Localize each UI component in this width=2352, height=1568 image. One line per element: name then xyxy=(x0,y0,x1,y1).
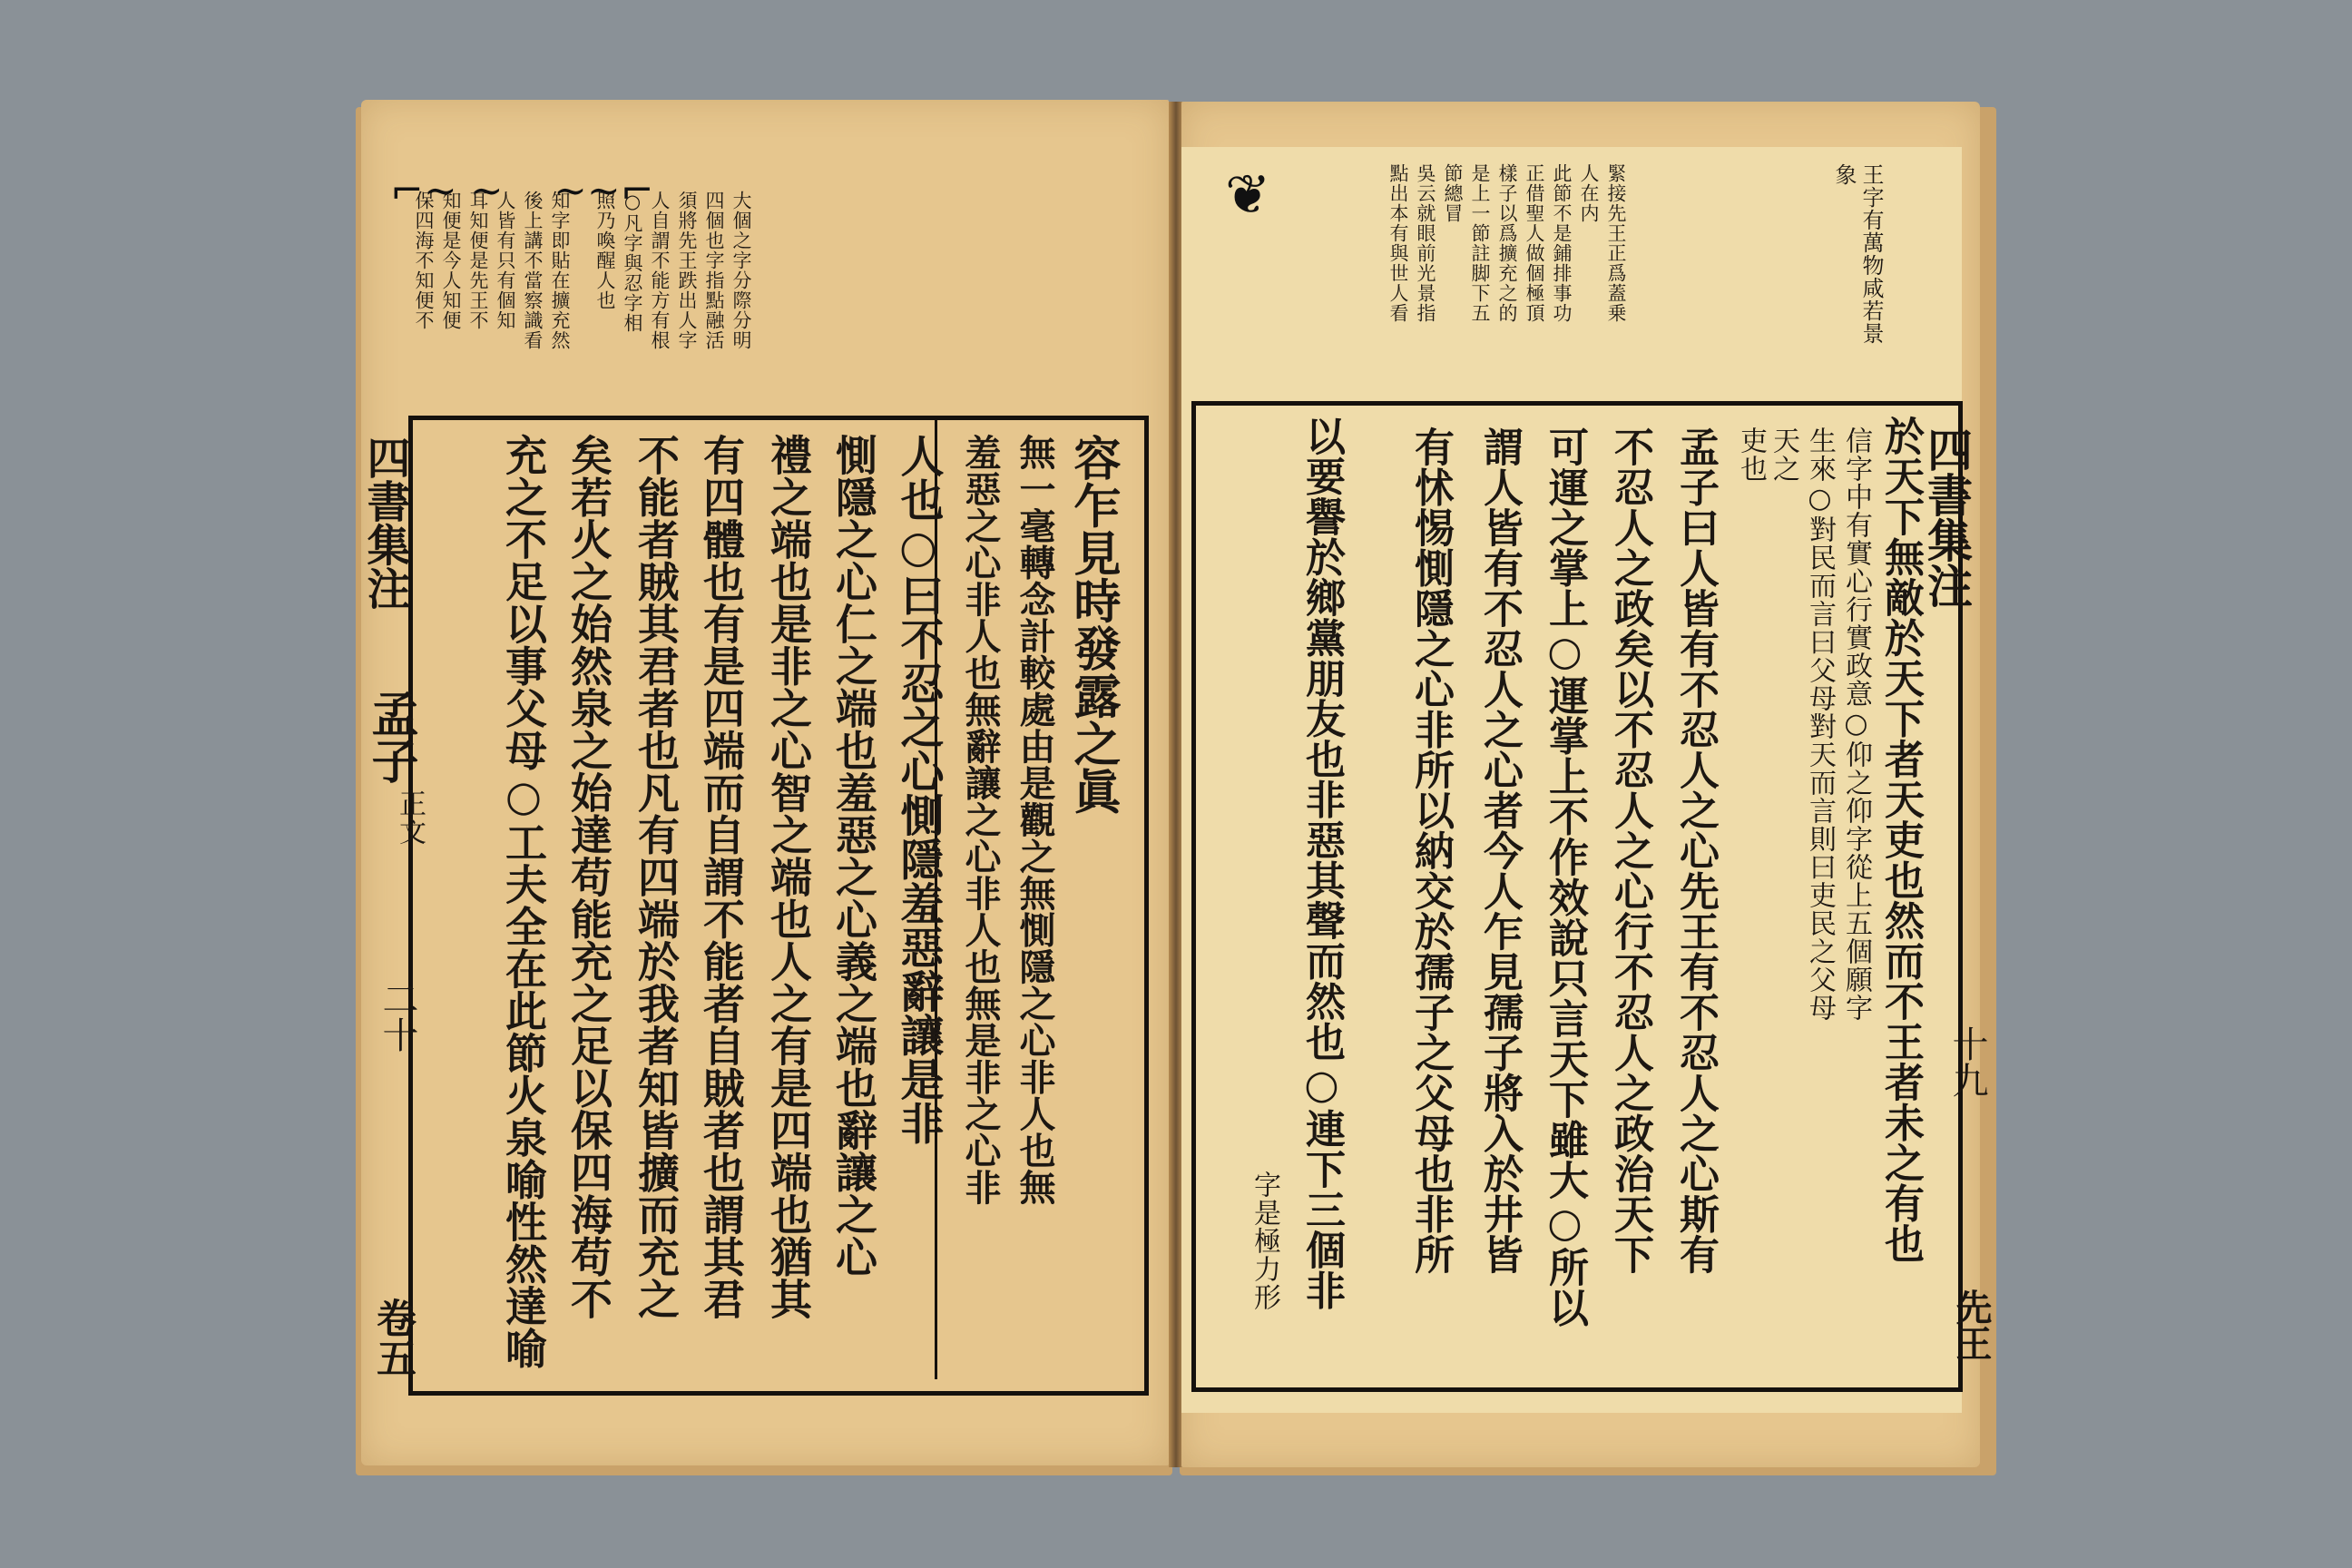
right-note: 正借聖人做個極頂 xyxy=(1524,163,1545,323)
header-ornament-right: ❦ xyxy=(1225,163,1271,227)
left-page-number: 二十 xyxy=(377,980,418,1053)
left-column: 惻隱之心仁之端也羞惡之心義之端也辭讓之心 xyxy=(829,434,878,1278)
left-column: 不能者賊其君者也凡有四端於我者知皆擴而充之 xyxy=(632,434,681,1320)
right-note: 象 xyxy=(1831,163,1857,186)
left-chapter: 孟子 xyxy=(363,690,418,784)
left-note: 知便是今人知便 xyxy=(440,191,462,330)
right-column: 孟子曰人皆有不忍人之心先王有不忍人之心斯有 xyxy=(1672,426,1719,1275)
right-note: 此節不是鋪排事功 xyxy=(1551,163,1573,323)
right-column-gloss: 生來○對民而言曰父母對天而言則曰吏民之父母 xyxy=(1804,426,1836,1022)
right-note: 吳云就眼前光景指 xyxy=(1415,163,1436,323)
left-note: 耳知便是先王不 xyxy=(467,191,489,330)
left-note: 四個也字指點融活 xyxy=(703,191,725,350)
right-column-gloss: 字是極力形 xyxy=(1249,1171,1280,1311)
left-column: 有四體也有是四端而自謂不能者自賊者也謂其君 xyxy=(697,434,746,1320)
right-column: 以要譽於鄉黨朋友也非惡其聲而然也○連下三個非 xyxy=(1298,416,1345,1310)
right-column-gloss: 天之 xyxy=(1768,426,1799,483)
left-note: 後上講不當察識看 xyxy=(522,191,544,350)
left-column: 禮之端也是非之心智之端也人之有是四端也猶其 xyxy=(764,434,813,1320)
right-note: 緊接先王正爲蓋乗 xyxy=(1605,163,1627,323)
left-note: 人自謂不能方有根 xyxy=(649,191,671,350)
right-note: 王字有萬物咸若景 xyxy=(1858,163,1884,345)
left-column: 羞惡之心非人也無辭讓之心非人也無是非之心非 xyxy=(959,434,1002,1206)
right-note: 點出本有與世人看 xyxy=(1387,163,1409,323)
left-chapter-sub: 正文 xyxy=(394,789,426,846)
left-note: ○凡字與忍字相 xyxy=(622,191,643,333)
header-ornament-left-2: ~~⌐ xyxy=(554,168,654,214)
right-column: 於天下無敵於天下者天吏也然而不王者未之有也 xyxy=(1877,416,1924,1264)
left-note: 照乃喚醒人也 xyxy=(594,191,616,310)
right-column: 不忍人之政矣以不忍人之心行不忍人之政治天下 xyxy=(1607,426,1653,1275)
left-note: 須將先王跌出人字 xyxy=(676,191,698,350)
right-column: 謂人皆有不忍人之心者今人乍見孺子將入於井皆 xyxy=(1476,426,1523,1275)
right-column: 有怵惕惻隱之心非所以納交於孺子之父母也非所 xyxy=(1407,426,1454,1275)
right-column: 可運之掌上○運掌上不作效說只言天下雖大○所以 xyxy=(1542,426,1588,1328)
left-side-title: 四書集注 xyxy=(359,436,410,610)
left-column: 容乍見時發露之眞 xyxy=(1065,434,1121,815)
left-volume: 卷五 xyxy=(369,1298,416,1377)
right-note: 人在内 xyxy=(1578,163,1600,223)
right-margin-label: 先王 xyxy=(1950,1289,1993,1361)
left-note: 保四海不知便不 xyxy=(413,191,435,330)
right-column-gloss: 吏也 xyxy=(1735,426,1767,483)
right-note: 樣子以爲擴充之的 xyxy=(1496,163,1518,323)
left-column: 矣若火之始然泉之始達苟能充之足以保四海苟不 xyxy=(564,434,613,1320)
left-column: 無一毫轉念計較處由是觀之無惻隱之心非人也無 xyxy=(1014,434,1056,1206)
right-note: 節總冒 xyxy=(1442,163,1464,223)
left-note: 人皆有只有個知 xyxy=(495,191,516,330)
header-ornament-left: ⌐~ ~ xyxy=(390,168,504,214)
right-note: 是上一節註脚下五 xyxy=(1469,163,1491,323)
right-page-number: 十九 xyxy=(1946,1025,1988,1098)
left-column: 人也○曰不忍之心惻隱羞惡辭讓是非 xyxy=(893,434,944,1145)
left-note: 大個之字分際分明 xyxy=(730,191,752,350)
left-column: 充之不足以事父母○工夫全在此節火泉喻性然達喻 xyxy=(499,434,548,1369)
right-side-title: 四書集注 xyxy=(1920,426,1974,608)
left-note: 知字即貼在擴充然 xyxy=(549,191,571,350)
right-column-gloss: 信字中有實心行實政意○仰之仰字從上五個願字 xyxy=(1840,426,1872,1022)
